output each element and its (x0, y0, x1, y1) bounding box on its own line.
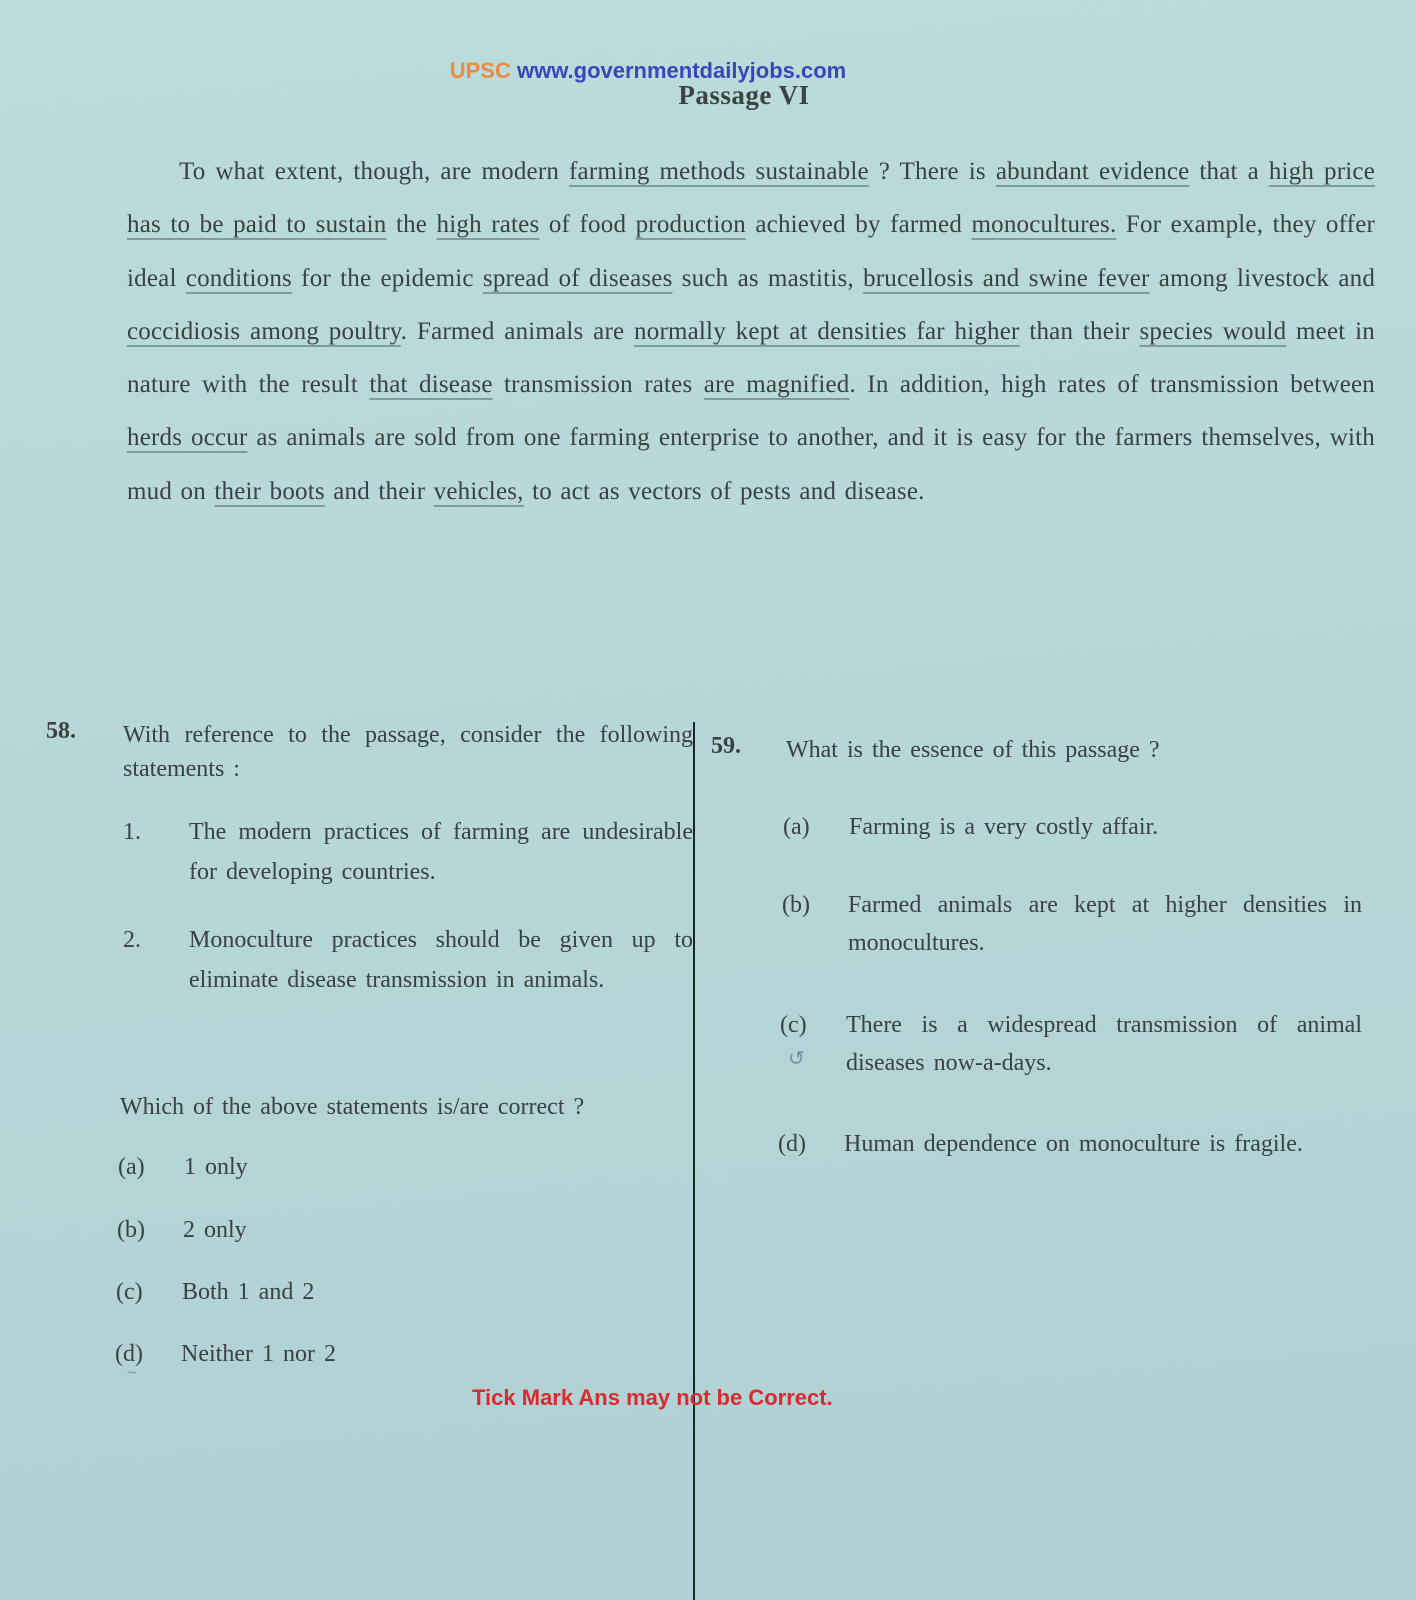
statement-1: 1. The modern practices of farming are undesirable for developing countries. (123, 819, 693, 885)
passage-title: Passage VI (678, 80, 810, 110)
question-number: 58. (46, 718, 76, 744)
option-c[interactable]: (c) Both 1 and 2 (116, 1279, 315, 1305)
option-d[interactable]: (d) Neither 1 nor 2 (115, 1341, 336, 1367)
option-a[interactable]: (a) Farming is a very costly affair. (783, 814, 1159, 840)
disclaimer-note: Tick Mark Ans may not be Correct. (472, 1385, 833, 1410)
question-stem: With reference to the passage, consider the following statements : (123, 722, 693, 782)
option-c[interactable]: (c) There is a widespread transmission of animal diseases now-a-days. (780, 1012, 1362, 1076)
question-number: 59. (711, 733, 741, 759)
option-a[interactable]: (a) 1 only (118, 1154, 248, 1180)
passage-text: To what extent, though, are modern farming methods sustainable ? There is abundant evidence that a high price has to be paid to sustain the high rates of food production achieved by farmed monocultures. For example, they offer ideal conditions for the epidemic spread of diseases such as mastitis, brucellosis and swine fever among livestock and coccidiosis among poultry. Farmed animals are normally kept at densities far higher than their species would meet in nature with the result that disease transmission rates are magnified. In addition, high rates of transmission between herds occur as animals are sold from one farming enterprise to another, and it is easy for the farmers themselves, with mud on their boots and their vehicles, to act as vectors of pests and disease. (127, 158, 1376, 505)
option-b[interactable]: (b) Farmed animals are kept at higher densities in monocultures. (782, 892, 1362, 956)
question-stem: What is the essence of this passage ? (786, 737, 1160, 763)
question-prompt: Which of the above statements is/are correct ? (120, 1094, 585, 1120)
watermark-site-link[interactable]: www.governmentdailyjobs.com (517, 58, 847, 83)
statement-2: 2. Monoculture practices should be given up to eliminate disease transmission in animals. (123, 927, 693, 993)
option-b[interactable]: (b) 2 only (117, 1217, 247, 1243)
watermark-brand: UPSC (449, 58, 511, 83)
option-d[interactable]: (d) Human dependence on monoculture is fragile. (778, 1131, 1303, 1157)
pencil-tick-icon: ↺ (788, 1046, 805, 1070)
pencil-tick-icon: ~ (126, 1365, 138, 1381)
column-divider (693, 722, 695, 1600)
